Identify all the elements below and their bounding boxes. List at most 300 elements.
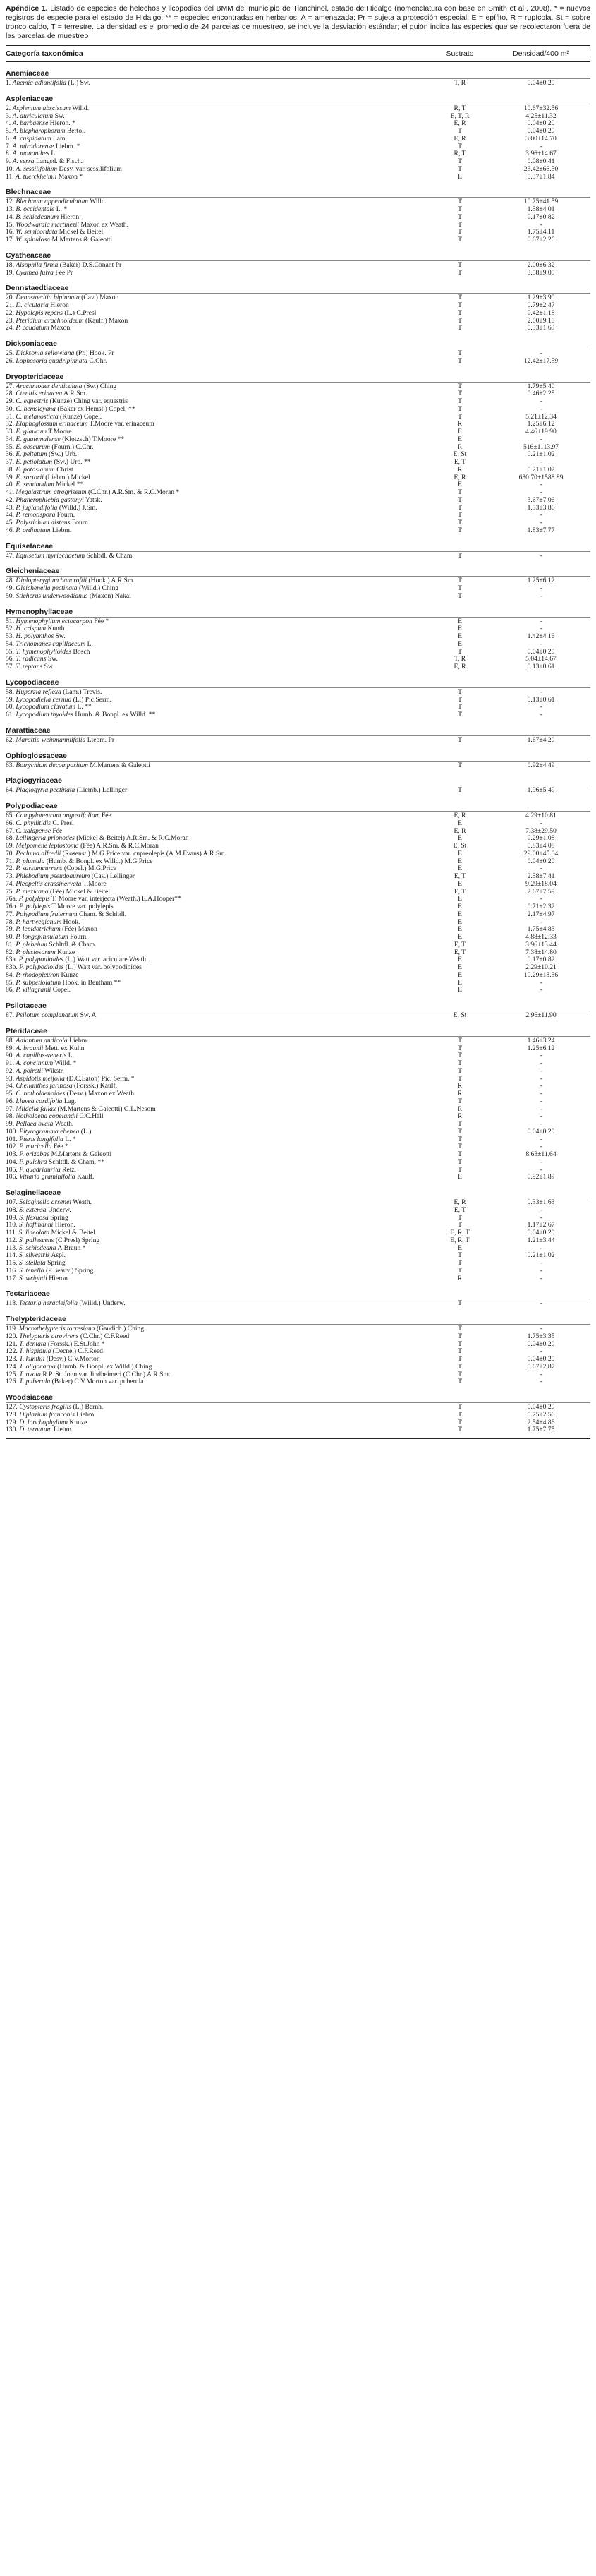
species-author: T.Moore <box>48 428 72 435</box>
family-divider <box>6 1036 590 1037</box>
density-cell: - <box>540 703 542 711</box>
table-row <box>6 1341 590 1349</box>
table-row <box>6 222 590 229</box>
family-name: Tectariaceae <box>6 1289 50 1299</box>
density-cell: - <box>540 397 542 405</box>
species-author: (L.) Bernh. <box>73 1404 104 1411</box>
table-row <box>6 843 590 850</box>
density-cell: 0.79±2.47 <box>527 301 555 309</box>
substrate-cell: E <box>458 956 462 964</box>
species-number: 46. <box>6 526 14 534</box>
species-author: L. * <box>65 1136 76 1143</box>
substrate-cell: T <box>458 1074 462 1083</box>
species-name: D. cicutaria <box>16 302 49 309</box>
density-cell: - <box>540 220 542 229</box>
species-cell <box>6 262 428 270</box>
table-row <box>6 174 590 181</box>
species-name: C. melanosticta <box>16 413 59 421</box>
species-name: P. caudatum <box>16 325 49 332</box>
substrate-cell: T, R <box>454 655 466 663</box>
species-author: Langsd. & Fisch. <box>35 158 83 165</box>
species-number: 44. <box>6 512 14 519</box>
table-row <box>6 1012 590 1020</box>
species-number: 116. <box>6 1267 18 1275</box>
species-name: E. sartorii <box>16 474 44 481</box>
species-author: Hieron. <box>49 1275 70 1282</box>
species-name: P. hartwegianum <box>16 918 62 926</box>
table-row <box>6 105 590 113</box>
species-author: (C.Chr.) A.R.Sm. & R.C.Moran * <box>87 489 180 496</box>
substrate-cell: E <box>458 917 462 926</box>
table-row <box>6 302 590 310</box>
family-group <box>6 535 590 560</box>
substrate-cell: T <box>458 212 462 221</box>
species-name: P. polylepis <box>18 896 50 903</box>
substrate-cell: R <box>457 465 463 474</box>
species-cell <box>6 80 428 88</box>
species-name: E. seminudum <box>16 481 54 489</box>
family-group <box>6 88 590 181</box>
species-number: 6. <box>6 135 11 143</box>
density-cell: 1.96±5.49 <box>527 786 555 795</box>
species-author: (Willd.) J.Sm. <box>59 504 97 512</box>
species-author: Yatsk. <box>85 496 102 504</box>
species-author: (Rosenst.) M.G.Price var. cupreolepis (A.M.Evans) A.R.Sm. <box>62 850 227 857</box>
species-name: P. rhodopleuron <box>16 971 60 979</box>
species-cell <box>6 325 428 332</box>
species-number: 119. <box>6 1325 18 1332</box>
species-number: 123. <box>6 1356 18 1363</box>
species-cell <box>6 1404 428 1412</box>
species-number: 74. <box>6 880 14 888</box>
species-cell <box>6 105 428 113</box>
species-number: 16. <box>6 229 14 236</box>
species-author: Mickel & Beitel <box>59 229 104 236</box>
species-name: C. equestris <box>16 398 49 405</box>
family-group <box>6 62 590 88</box>
species-cell <box>6 1098 428 1106</box>
species-name: A. serra <box>12 158 35 165</box>
density-cell: - <box>540 711 542 718</box>
species-author: (Willd.) Ching <box>78 585 119 592</box>
density-cell: - <box>540 481 542 489</box>
species-number: 94. <box>6 1083 14 1090</box>
substrate-cell: T <box>458 1299 462 1308</box>
substrate-cell: E, T <box>454 872 466 880</box>
substrate-cell: T <box>458 703 462 711</box>
species-number: 104. <box>6 1158 18 1166</box>
table-row <box>6 358 590 366</box>
family-group <box>6 1181 590 1282</box>
species-number: 121. <box>6 1340 18 1348</box>
species-name: E. obscurum <box>16 443 50 451</box>
density-cell: - <box>540 1112 542 1121</box>
species-name: Diplopterygium bancroftii <box>16 577 87 585</box>
table-row <box>6 656 590 663</box>
species-name: Dicksonia sellowiana <box>16 350 75 357</box>
species-name: Trichomanes capillaceum <box>16 640 86 648</box>
caption-text: Listado de especies de helechos y licopodios del BMM del municipio de Tlanchinol, estado de Hidalgo (nomenclatura con base en Smith et al., 2008). * = nuevos registros de especie para el estado de Hidalgo; ** = especies encontradas en herbarios; A = amenazada; Pr = sujeta a protección especial; E = epífito, R = rupícola, St = sobre tronco caído, T = terrestre. La densidad es el promedio de 24 parcelas de muestreo, se incluye la desviación estándar; el guión indica las especies que se recolectaron fuera de las parcelas de muestreo <box>6 4 590 40</box>
density-cell: 8.63±11.64 <box>525 1150 557 1158</box>
species-name: P. plebeium <box>16 941 47 949</box>
density-cell: 2.54±4.86 <box>527 1418 555 1426</box>
species-name: T. hymenophylloides <box>16 648 72 656</box>
substrate-cell: E <box>458 925 462 934</box>
species-cell <box>6 858 428 866</box>
species-name: S. lineolata <box>18 1229 50 1236</box>
table-row <box>6 1076 590 1083</box>
substrate-cell: E <box>458 963 462 971</box>
density-cell: 0.04±0.20 <box>527 1127 555 1136</box>
species-name: Polystichum distans <box>16 519 71 526</box>
species-cell <box>6 1378 428 1386</box>
species-author: Liebm. <box>51 526 72 534</box>
density-cell: - <box>540 687 542 696</box>
table-row <box>6 972 590 980</box>
species-cell <box>6 1341 428 1349</box>
species-number: 63. <box>6 762 14 769</box>
species-cell <box>6 236 428 244</box>
density-cell: - <box>540 1244 542 1252</box>
substrate-cell: E, St <box>453 450 467 459</box>
species-number: 84. <box>6 971 14 979</box>
species-cell <box>6 812 428 820</box>
species-number: 130. <box>6 1426 18 1434</box>
table-row <box>6 527 590 535</box>
density-cell: 0.04±0.20 <box>527 647 555 656</box>
density-cell: - <box>540 1325 542 1332</box>
species-number: 26. <box>6 357 14 365</box>
species-number: 57. <box>6 663 14 670</box>
species-name: Lellingeria prionodes <box>16 835 75 843</box>
species-cell <box>6 649 428 656</box>
species-number: 107. <box>6 1199 18 1206</box>
species-author: (L.) <box>80 1128 92 1136</box>
species-number: 106. <box>6 1174 18 1181</box>
species-number: 56. <box>6 656 14 663</box>
species-name: Pecluma alfredii <box>16 850 61 857</box>
table-row <box>6 158 590 166</box>
substrate-cell: E, T <box>454 887 466 896</box>
species-cell <box>6 150 428 158</box>
species-name: S. pallescens <box>18 1236 54 1244</box>
family-name: Gleicheniaceae <box>6 567 60 576</box>
family-group <box>6 1020 590 1181</box>
species-author: Kunze <box>69 1419 87 1426</box>
species-author: A.Braun * <box>57 1244 86 1252</box>
species-author: (Forssk.) E.St.John * <box>47 1340 105 1348</box>
species-number: 34. <box>6 435 14 443</box>
table-row <box>6 421 590 428</box>
species-author: C.Chr. <box>89 357 107 365</box>
species-author: Underw. <box>47 1206 71 1214</box>
species-author: (Fée) Mickel & Beitel <box>50 888 110 896</box>
species-name: H. polyanthos <box>16 633 54 640</box>
family-group <box>6 366 590 535</box>
species-number: 12. <box>6 198 14 206</box>
species-author: Liebm. * <box>55 143 80 150</box>
species-number: 77. <box>6 910 14 918</box>
density-cell: - <box>540 1274 542 1282</box>
table-row <box>6 451 590 459</box>
family-divider <box>6 576 590 577</box>
substrate-cell: T <box>458 526 462 534</box>
species-cell <box>6 697 428 704</box>
species-number: 76b. <box>6 903 18 910</box>
table-row <box>6 1333 590 1341</box>
density-cell: - <box>540 1090 542 1097</box>
species-author: Bertol. <box>66 128 86 135</box>
species-cell <box>6 1136 428 1144</box>
species-author: Fourn. <box>71 519 90 526</box>
appendix-page <box>6 4 590 1439</box>
species-name: T. radicans <box>16 656 47 663</box>
family-divider <box>6 260 590 261</box>
species-number: 22. <box>6 309 14 317</box>
substrate-cell: T <box>458 761 462 769</box>
species-number: 27. <box>6 383 14 390</box>
density-cell: - <box>540 639 542 648</box>
table-row <box>6 166 590 174</box>
species-cell <box>6 865 428 873</box>
species-author: (L.) Watt var. polypodioides <box>65 964 142 971</box>
table-row <box>6 505 590 512</box>
table-row <box>6 1128 590 1136</box>
species-number: 89. <box>6 1045 14 1052</box>
species-name: Blechnum appendiculatum <box>16 198 88 206</box>
species-author: Spring <box>47 1260 66 1267</box>
table-row <box>6 1245 590 1253</box>
density-cell: 10.29±18.36 <box>523 970 559 979</box>
species-number: 113. <box>6 1244 18 1252</box>
column-header-density: Densidad/400 m² <box>513 49 569 58</box>
table-row <box>6 704 590 711</box>
table-row <box>6 987 590 994</box>
density-cell: - <box>540 458 542 466</box>
species-author: (Willd.) Underw. <box>79 1300 126 1308</box>
species-name: A. barbaense <box>12 120 49 128</box>
species-name: S. tenella <box>18 1267 44 1275</box>
table-row <box>6 835 590 843</box>
species-number: 80. <box>6 934 14 941</box>
substrate-cell: T, R <box>454 79 466 87</box>
density-cell: 12.42±17.59 <box>523 356 559 365</box>
species-name: T. ovata <box>19 1371 41 1378</box>
table-row <box>6 1143 590 1151</box>
density-cell: - <box>540 895 542 903</box>
table-row <box>6 1060 590 1068</box>
table-row <box>6 1083 590 1090</box>
table-row <box>6 1068 590 1076</box>
substrate-cell: E <box>458 879 462 888</box>
species-cell <box>6 229 428 236</box>
table-row <box>6 229 590 236</box>
substrate-cell: T <box>458 1044 462 1052</box>
substrate-cell: T <box>458 1165 462 1174</box>
family-divider <box>6 735 590 736</box>
species-cell <box>6 444 428 452</box>
species-cell <box>6 1333 428 1341</box>
species-number: 35. <box>6 443 14 451</box>
density-cell: - <box>540 1143 542 1151</box>
species-author: Liebm. Pr <box>87 736 115 744</box>
substrate-cell: R <box>457 1112 463 1121</box>
species-author: Kunth <box>47 625 65 633</box>
table-row <box>6 390 590 398</box>
species-author: (Sw.) Urb. <box>49 451 78 459</box>
species-cell <box>6 527 428 535</box>
species-cell <box>6 618 428 626</box>
species-number: 60. <box>6 704 14 711</box>
table-row <box>6 850 590 858</box>
density-cell: 9.29±18.04 <box>525 879 557 888</box>
species-number: 38. <box>6 466 14 474</box>
species-author: (Liebm.) Mickel <box>45 474 90 481</box>
substrate-cell: T <box>458 1036 462 1045</box>
species-number: 87. <box>6 1012 14 1019</box>
family-group <box>6 719 590 745</box>
density-cell: 0.04±0.20 <box>527 1403 555 1411</box>
species-author: Weath. <box>54 1121 74 1128</box>
substrate-cell: E, R <box>454 1198 466 1206</box>
density-cell: 1.25±6.12 <box>527 577 555 585</box>
substrate-cell: T <box>458 1266 462 1275</box>
species-number: 1. <box>6 80 11 87</box>
species-cell <box>6 1151 428 1159</box>
species-name: P. juglandifolia <box>16 504 58 512</box>
species-name: S. stellata <box>18 1260 46 1267</box>
species-cell <box>6 835 428 843</box>
species-author: Aspl. <box>51 1252 66 1260</box>
species-cell <box>6 663 428 671</box>
substrate-cell: E, St <box>453 1011 467 1019</box>
species-cell <box>6 1356 428 1364</box>
substrate-cell: T <box>458 127 462 135</box>
species-number: 97. <box>6 1105 14 1113</box>
species-author: T.Moore var. erinaceum <box>89 421 154 428</box>
species-number: 14. <box>6 213 14 221</box>
density-cell: 1.75±4.83 <box>527 925 555 934</box>
density-cell: 1.67±4.20 <box>527 735 555 744</box>
family-name: Cyatheaceae <box>6 251 51 260</box>
species-author: Hieron. <box>60 213 81 221</box>
species-name: Campyloneurum angustifolium <box>16 812 100 819</box>
species-number: 55. <box>6 648 14 656</box>
species-cell <box>6 398 428 406</box>
density-cell: 4.25±11.32 <box>525 112 557 120</box>
species-author: Cham. & Schltdl. <box>78 910 127 918</box>
table-row <box>6 1371 590 1379</box>
species-name: P. longepinnulatum <box>16 934 68 941</box>
species-number: 98. <box>6 1113 14 1121</box>
family-group <box>6 277 590 332</box>
species-author: Sw. <box>44 663 54 670</box>
density-cell: 1.79±5.40 <box>527 382 555 390</box>
substrate-cell: T <box>458 503 462 512</box>
species-name: P. mexicana <box>16 888 49 896</box>
table-row <box>6 1136 590 1144</box>
table-row <box>6 1207 590 1215</box>
substrate-cell: T <box>458 308 462 317</box>
species-cell <box>6 198 428 206</box>
table-row <box>6 236 590 244</box>
species-cell <box>6 1121 428 1128</box>
species-cell <box>6 497 428 505</box>
species-number: 17. <box>6 236 14 243</box>
species-cell <box>6 1245 428 1253</box>
table-row <box>6 711 590 719</box>
species-cell <box>6 158 428 166</box>
density-cell: - <box>540 1299 542 1308</box>
species-number: 5. <box>6 128 11 135</box>
species-name: Lycopodium clavatum <box>16 704 76 711</box>
substrate-cell: R <box>457 420 463 428</box>
density-cell: 2.58±7.41 <box>527 872 555 880</box>
species-author: Willd. <box>90 198 107 206</box>
species-author: Hieron <box>50 302 69 309</box>
table-row <box>6 1222 590 1229</box>
species-name: Cyathea fulva <box>16 269 54 277</box>
species-name: S. hoffmanni <box>18 1222 54 1229</box>
density-cell: - <box>540 1097 542 1105</box>
species-cell <box>6 1237 428 1245</box>
table-row <box>6 325 590 332</box>
species-number: 110. <box>6 1222 18 1229</box>
family-group <box>6 769 590 795</box>
substrate-cell: E, R <box>454 826 466 835</box>
species-cell <box>6 972 428 980</box>
species-author: (Forssk.) Kaulf. <box>74 1083 118 1090</box>
species-cell <box>6 467 428 474</box>
species-number: 50. <box>6 592 14 600</box>
species-author: Maxon * <box>58 173 83 181</box>
species-number: 20. <box>6 294 14 302</box>
species-name: Polypodium fraternum <box>16 910 78 918</box>
substrate-cell: E <box>458 632 462 640</box>
table-row <box>6 787 590 795</box>
table-row <box>6 198 590 206</box>
table-row <box>6 1348 590 1356</box>
species-name: Lophosoria quadripinnata <box>16 357 87 365</box>
species-name: Phanerophlebia gastonyi <box>16 496 84 504</box>
species-author: Fée <box>101 812 111 819</box>
species-name: Pteris longifolia <box>19 1136 63 1143</box>
species-cell <box>6 1143 428 1151</box>
species-cell <box>6 1068 428 1076</box>
species-name: Dennstaedtia bipinnata <box>16 294 80 302</box>
substrate-cell: T <box>458 1221 462 1229</box>
species-author: Wikstr. <box>44 1067 64 1075</box>
species-cell <box>6 1060 428 1068</box>
density-cell: 0.92±4.49 <box>527 761 555 769</box>
table-row <box>6 1199 590 1207</box>
species-author: T.Moore var. polylepis <box>51 903 114 910</box>
species-author: Sw. <box>47 656 58 663</box>
species-cell <box>6 1426 428 1434</box>
species-number: 11. <box>6 173 14 181</box>
density-cell: 1.25±6.12 <box>527 420 555 428</box>
substrate-cell: E <box>458 865 462 873</box>
density-cell: 0.67±2.87 <box>527 1362 555 1371</box>
substrate-cell: T <box>458 142 462 150</box>
table-row <box>6 467 590 474</box>
species-author: (Fourn.) C.Chr. <box>51 443 94 451</box>
species-number: 125. <box>6 1371 18 1378</box>
substrate-cell: T <box>458 591 462 600</box>
density-cell: 0.08±0.41 <box>527 157 555 165</box>
substrate-cell: E <box>458 978 462 987</box>
species-number: 86. <box>6 987 14 994</box>
